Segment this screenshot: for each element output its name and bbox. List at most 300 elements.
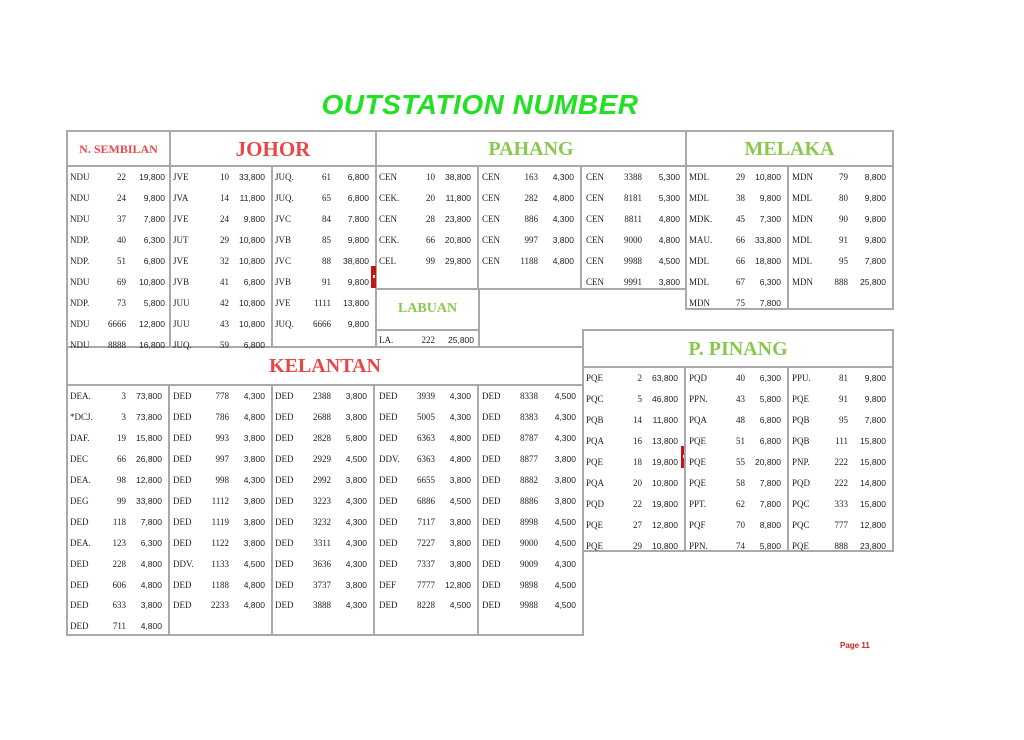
table-row [685,431,787,452]
table-row [169,251,271,272]
kelantan-column [169,384,273,636]
plate-number: 1188 [520,256,538,267]
plate-prefix: DEC [70,454,88,465]
table-row [582,251,686,272]
plate-prefix: MDN [792,172,814,183]
table-row [375,386,477,407]
price: 4,300 [345,537,367,548]
plate-prefix: DED [173,495,192,506]
table-row [582,272,686,293]
plate-prefix: JUT [173,235,189,246]
plate-number: 91 [839,394,848,405]
plate-prefix: DED [70,516,89,527]
plate-number: 66 [736,256,745,267]
plate-number: 786 [215,412,229,423]
price: 3,800 [554,475,576,486]
plate-prefix: MDN [792,276,814,287]
table-row [271,313,375,334]
plate-prefix: JUQ. [275,193,294,204]
plate-prefix: PQE [689,457,707,468]
plate-number: 8228 [417,600,435,611]
table-row [478,230,580,251]
plate-prefix: JUQ. [275,318,294,329]
price: 6,800 [243,276,265,287]
plate-number: 2929 [313,454,331,465]
table-row [169,167,271,188]
price: 3,800 [554,495,576,506]
price: 4,300 [554,412,576,423]
table-row [478,209,580,230]
plate-prefix: DED [482,391,501,402]
plate-prefix: JVE [173,256,189,267]
price: 10,800 [239,297,265,308]
plate-prefix: DED [275,558,294,569]
plate-number: 9000 [624,235,642,246]
price: 4,800 [449,454,471,465]
plate-number: 228 [112,558,126,569]
plate-number: 888 [834,276,848,287]
price: 10,800 [652,540,678,551]
plate-number: 2688 [313,412,331,423]
plate-number: 29 [220,235,229,246]
price: 7,800 [864,415,886,426]
table-row [685,389,787,410]
plate-prefix: DED [482,433,501,444]
table-row [375,428,477,449]
plate-prefix: MAU. [689,235,713,246]
plate-prefix: DED [379,391,398,402]
plate-prefix: JVB [275,235,292,246]
price: 6,800 [347,172,369,183]
kelantan-column [375,384,479,636]
plate-prefix: MDK. [689,214,713,225]
plate-prefix: DED [482,412,501,423]
price: 6,800 [759,436,781,447]
plate-number: 81 [839,373,848,384]
price: 4,300 [345,600,367,611]
plate-prefix: DED [482,558,501,569]
plate-number: 8383 [520,412,538,423]
plate-number: 9988 [624,256,642,267]
plate-number: 1122 [211,537,229,548]
plate-number: 8811 [624,214,642,225]
plate-prefix: *DCJ. [70,412,93,423]
pahang-column [582,165,686,290]
plate-prefix: PPT. [689,498,707,509]
plate-number: 8998 [520,516,538,527]
plate-prefix: PQE [689,436,707,447]
plate-number: 95 [839,415,848,426]
plate-number: 20 [633,477,642,488]
plate-prefix: PQD [586,498,605,509]
plate-number: 711 [112,621,126,632]
plate-number: 75 [736,297,745,308]
plate-number: 1188 [211,579,229,590]
kelantan-column [478,384,582,636]
table-row [478,553,582,574]
table-row [169,292,271,313]
table-row [169,470,271,491]
plate-prefix: JVB [275,276,292,287]
plate-prefix: PQA [586,477,605,488]
plate-number: 3737 [313,579,331,590]
price: 3,800 [243,454,265,465]
plate-prefix: CEN [586,235,604,246]
plate-prefix: DED [70,579,89,590]
plate-number: 606 [112,579,126,590]
price: 3,800 [243,537,265,548]
price: 6,800 [759,415,781,426]
table-row [685,410,787,431]
price: 11,800 [652,415,678,426]
table-row [375,491,477,512]
table-row [788,410,892,431]
plate-prefix: MDL [792,193,812,204]
plate-number: 51 [117,256,126,267]
plate-number: 79 [839,172,848,183]
table-row [66,428,168,449]
plate-number: 282 [524,193,538,204]
plate-number: 8886 [520,495,538,506]
plate-prefix: DED [173,537,192,548]
plate-number: 98 [117,475,126,486]
plate-number: 16 [633,436,642,447]
plate-number: 163 [524,172,538,183]
plate-prefix: DED [275,495,294,506]
plate-number: 99 [426,256,435,267]
n-sembilan-column [66,165,171,348]
plate-number: 3232 [313,516,331,527]
plate-prefix: MDN [792,214,814,225]
price: 10,800 [239,256,265,267]
plate-number: 3636 [313,558,331,569]
table-row [271,209,375,230]
plate-prefix: DEA. [70,537,91,548]
table-row [788,535,892,556]
plate-prefix: MDN [689,297,711,308]
plate-prefix: CEN [482,235,500,246]
price: 12,800 [136,475,162,486]
table-row [685,514,787,535]
plate-prefix: PQE [689,477,707,488]
table-row [478,470,582,491]
plate-prefix: MDL [689,193,709,204]
table-row [169,491,271,512]
plate-number: 9988 [520,600,538,611]
price: 3,800 [449,475,471,486]
price: 15,800 [860,457,886,468]
plate-prefix: CEN [586,193,604,204]
plate-number: 993 [215,433,229,444]
plate-number: 91 [322,276,331,287]
table-row [582,188,686,209]
table-row [169,532,271,553]
plate-prefix: CEN [586,276,604,287]
table-row [66,272,171,293]
price: 9,800 [864,214,886,225]
price: 4,800 [243,412,265,423]
table-row [169,449,271,470]
table-row [169,553,271,574]
price: 46,800 [652,394,678,405]
price: 4,500 [243,558,265,569]
plate-prefix: CEN [482,172,500,183]
price: 12,800 [652,519,678,530]
plate-prefix: MDL [792,235,812,246]
plate-number: 222 [834,457,848,468]
price: 11,800 [445,193,471,204]
plate-number: 222 [421,335,435,345]
plate-prefix: PQC [792,519,810,530]
plate-prefix: MDL [792,256,812,267]
price: 10,800 [652,477,678,488]
table-row [685,167,787,188]
p-pinang-column [788,366,892,552]
plate-number: 3888 [313,600,331,611]
table-row [66,188,171,209]
plate-prefix: MDL [689,276,709,287]
plate-prefix: JVC [275,214,292,225]
plate-prefix: PQA [586,436,605,447]
labuan-column [375,329,480,348]
plate-prefix: JVE [173,214,189,225]
table-row [685,230,787,251]
plate-prefix: JUQ. [173,339,192,350]
plate-number: 80 [839,193,848,204]
price: 3,800 [345,412,367,423]
table-row [478,449,582,470]
plate-number: 37 [117,214,126,225]
plate-prefix: PQD [689,373,708,384]
plate-prefix: CEN [586,172,604,183]
plate-prefix: CEN [482,214,500,225]
price: 7,300 [759,214,781,225]
plate-prefix: PQC [792,498,810,509]
pahang-column [478,165,582,290]
plate-prefix: JUU [173,297,190,308]
price: 3,800 [658,276,680,287]
table-row [271,292,375,313]
price: 9,800 [864,394,886,405]
table-row [271,574,373,595]
table-row [375,532,477,553]
table-row [375,595,477,616]
p-pinang-header: P. PINANG [688,337,788,360]
plate-number: 6363 [417,454,435,465]
plate-number: 95 [839,256,848,267]
table-row [66,313,171,334]
table-row [685,535,787,556]
plate-prefix: PQE [586,519,604,530]
table-row [375,167,477,188]
plate-number: 74 [736,540,745,551]
table-row [375,470,477,491]
price: 7,800 [347,214,369,225]
plate-number: 9009 [520,558,538,569]
price: 14,800 [860,477,886,488]
table-row [375,407,477,428]
price: 63,800 [652,373,678,384]
price: 7,800 [143,214,165,225]
price: 73,800 [136,412,162,423]
plate-prefix: DED [275,475,294,486]
plate-number: 1119 [211,516,229,527]
plate-prefix: DED [379,412,398,423]
plate-number: 8882 [520,475,538,486]
price: 4,300 [345,516,367,527]
plate-prefix: DED [275,454,294,465]
table-row [685,209,787,230]
price: 12,800 [860,519,886,530]
price: 9,800 [864,373,886,384]
table-row [66,407,168,428]
plate-prefix: NDU [70,193,90,204]
plate-number: 27 [633,519,642,530]
table-row [271,386,373,407]
price: 15,800 [860,498,886,509]
plate-number: 777 [834,519,848,530]
table-row [66,167,171,188]
plate-prefix: PQE [792,394,810,405]
price: 11,800 [239,193,265,204]
price: 38,800 [343,256,369,267]
table-row [271,188,375,209]
table-row [478,251,580,272]
table-row [375,511,477,532]
price: 19,800 [139,172,165,183]
table-row [271,449,373,470]
plate-number: 61 [322,172,331,183]
plate-number: 6666 [108,318,126,329]
plate-number: 5 [637,394,642,405]
table-row [375,251,477,272]
plate-number: 88 [322,256,331,267]
price: 4,800 [658,214,680,225]
n-sembilan-header: N. SEMBILAN [79,141,158,156]
price: 15,800 [136,433,162,444]
plate-number: 85 [322,235,331,246]
plate-prefix: NDU [70,214,90,225]
price: 15,800 [860,436,886,447]
plate-number: 222 [834,477,848,488]
table-row [66,292,171,313]
plate-number: 2388 [313,391,331,402]
plate-prefix: NDU [70,318,90,329]
plate-number: 111 [835,436,848,447]
plate-number: 118 [112,516,126,527]
table-row [66,251,171,272]
plate-number: 99 [117,495,126,506]
plate-prefix: DED [70,621,89,632]
plate-prefix: JVB [173,276,190,287]
plate-number: 6886 [417,495,435,506]
plate-number: 997 [215,454,229,465]
plate-number: 998 [215,475,229,486]
price: 73,800 [136,391,162,402]
plate-prefix: PQB [586,415,604,426]
plate-number: 29 [736,172,745,183]
plate-prefix: DED [173,454,192,465]
price: 10,800 [139,276,165,287]
plate-prefix: DED [275,391,294,402]
price: 4,300 [449,412,471,423]
table-row [478,386,582,407]
price: 4,300 [243,475,265,486]
plate-number: 90 [839,214,848,225]
plate-number: 73 [117,297,126,308]
plate-number: 123 [112,537,126,548]
table-row [478,491,582,512]
plate-prefix: DED [275,516,294,527]
table-row [788,452,892,473]
table-row [271,532,373,553]
table-row [169,386,271,407]
price: 3,800 [243,495,265,506]
plate-prefix: DED [482,516,501,527]
plate-prefix: DEF [379,579,397,590]
plate-prefix: DED [379,558,398,569]
table-row [582,452,684,473]
p-pinang-column [685,366,789,552]
price: 29,800 [445,256,471,267]
table-row [685,292,787,313]
price: 9,800 [347,276,369,287]
plate-number: 66 [117,454,126,465]
plate-prefix: PQC [586,394,604,405]
johor-column [271,165,375,348]
plate-prefix: DED [379,495,398,506]
table-row [685,473,787,494]
price: 8,800 [864,172,886,183]
price: 6,300 [140,537,162,548]
plate-prefix: LA. [379,335,394,345]
table-row [375,230,477,251]
price: 3,800 [449,516,471,527]
plate-number: 40 [117,235,126,246]
table-row [478,532,582,553]
plate-number: 7117 [417,516,435,527]
table-row [169,230,271,251]
price: 4,800 [243,579,265,590]
price: 3,800 [243,516,265,527]
plate-prefix: DDV. [173,558,194,569]
table-row [788,209,892,230]
johor-column [169,165,273,348]
price: 4,500 [554,600,576,611]
plate-number: 24 [117,193,126,204]
table-row [685,368,787,389]
plate-prefix: NDP. [70,297,90,308]
table-row [169,595,271,616]
table-row [169,209,271,230]
price: 5,800 [759,394,781,405]
plate-number: 7777 [417,579,435,590]
table-row [66,334,171,355]
plate-number: 43 [736,394,745,405]
table-row [478,188,580,209]
price: 7,800 [759,477,781,488]
plate-number: 2828 [313,433,331,444]
price: 9,800 [347,235,369,246]
price: 4,300 [243,391,265,402]
table-row [582,493,684,514]
price: 6,300 [143,235,165,246]
table-row [788,272,892,293]
plate-number: 20 [426,193,435,204]
plate-prefix: CEK. [379,193,400,204]
melaka-column [788,165,892,310]
table-row [685,493,787,514]
